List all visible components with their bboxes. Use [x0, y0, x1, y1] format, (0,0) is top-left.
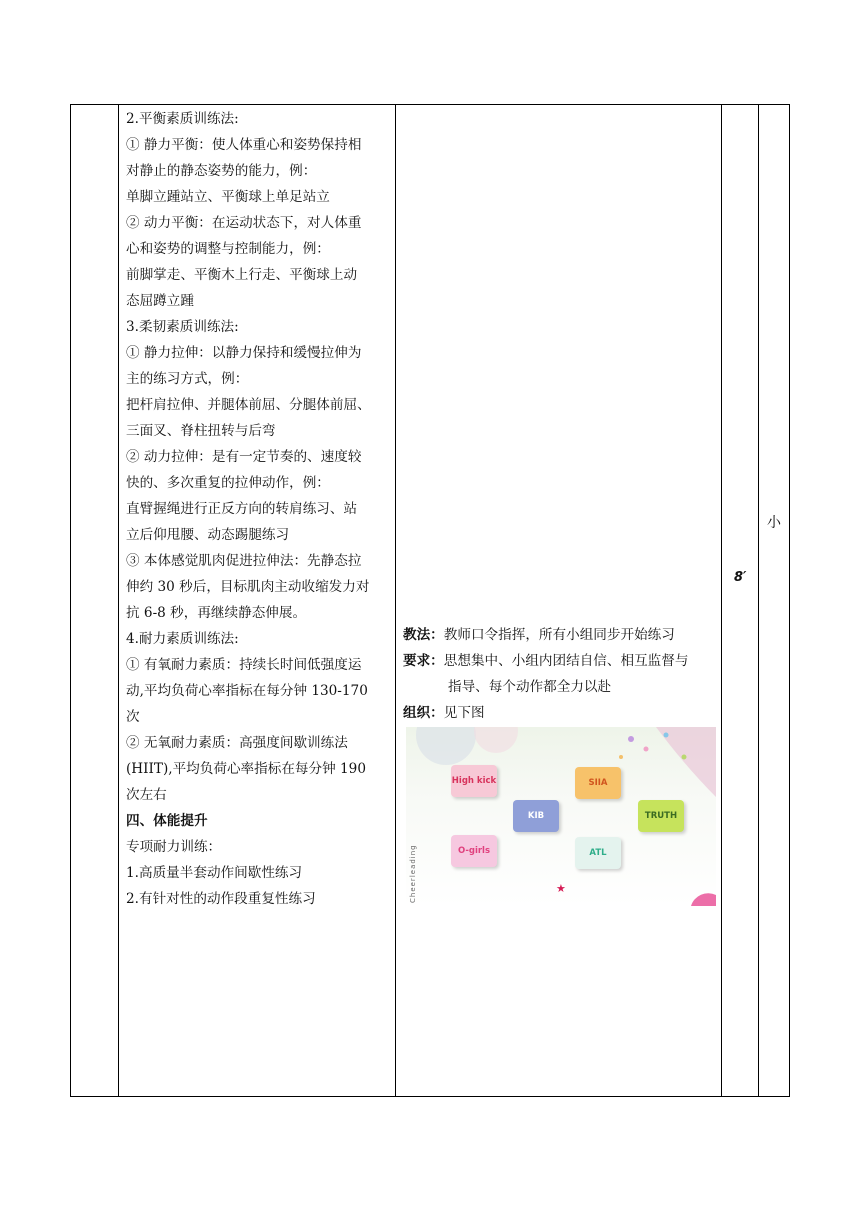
- text-line: 次左右: [126, 787, 167, 803]
- tile-label: ATL: [589, 848, 607, 858]
- column-divider: [758, 104, 759, 1097]
- tile-label: SIIA: [588, 778, 608, 788]
- text-line: 3.柔韧素质训练法:: [126, 319, 239, 335]
- group-tile-truth: [638, 800, 684, 832]
- organization-row: [403, 700, 719, 726]
- section-lines: [126, 834, 392, 912]
- group-tile-atl: [575, 837, 621, 869]
- text-line: 伸约 30 秒后，目标肌肉主动收缩发力对: [126, 579, 370, 595]
- column-divider: [395, 104, 396, 1097]
- requirement-text: 思想集中、小组内团结自信、相互监督与: [443, 653, 689, 669]
- tile-label: O-girls: [457, 846, 491, 856]
- group-tile-siia: [575, 767, 621, 799]
- text-line: 专项耐力训练：: [126, 839, 222, 855]
- formation-diagram: [406, 727, 716, 906]
- content-column: [126, 106, 392, 912]
- text-line: 立后仰甩腰、动态踢腿练习: [126, 527, 290, 543]
- text-line: ② 动力拉伸：是有一定节奏的、速度较: [126, 449, 362, 465]
- text-line: 动,平均负荷心率指标在每分钟 130-170: [126, 683, 368, 699]
- text-line: 三面叉、脊柱扭转与后弯: [126, 423, 276, 439]
- organization-label: 组织：: [403, 705, 444, 721]
- column-divider: [721, 104, 722, 1097]
- text-line: 2.平衡素质训练法:: [126, 111, 239, 127]
- method-text: 教师口令指挥，所有小组同步开始练习: [443, 627, 675, 643]
- text-line: 态屈蹲立踵: [126, 293, 194, 309]
- text-line: 单脚立踵站立、平衡球上单足站立: [126, 189, 330, 205]
- text-line: 主的练习方式，例：: [126, 371, 249, 387]
- text-line: (HIIT),平均负荷心率指标在每分钟 190: [126, 761, 366, 777]
- text-line: 4.耐力素质训练法:: [126, 631, 239, 647]
- requirement-text-cont: 指导、每个动作都全力以赴: [448, 679, 612, 695]
- text-line: ② 动力平衡：在运动状态下，对人体重: [126, 215, 362, 231]
- star-icon: ★: [556, 882, 566, 895]
- organization-column: [403, 622, 719, 726]
- method-row: [403, 622, 719, 648]
- text-line: ③ 本体感觉肌肉促进拉伸法：先静态拉: [126, 553, 362, 569]
- text-line: 次: [126, 709, 140, 725]
- group-tile-kib: [513, 800, 559, 832]
- time-value: 8′: [734, 570, 747, 585]
- text-line: 直臂握绳进行正反方向的转肩练习、站: [126, 501, 358, 517]
- text-line: 快的、多次重复的拉伸动作，例：: [126, 475, 330, 491]
- text-line: 心和姿势的调整与控制能力，例：: [126, 241, 330, 257]
- requirement-label: 要求：: [403, 653, 444, 669]
- text-line: ① 静力平衡：使人体重心和姿势保持相: [126, 137, 362, 153]
- text-line: ② 无氧耐力素质：高强度间歇训练法: [126, 735, 348, 751]
- organization-text: 见下图: [443, 705, 485, 721]
- text-line: 2.有针对性的动作段重复性练习: [126, 891, 316, 907]
- tile-label: High kick: [451, 776, 497, 786]
- text-line: ① 静力拉伸：以静力保持和缓慢拉伸为: [126, 345, 362, 361]
- text-line: 1.高质量半套动作间歇性练习: [126, 865, 303, 881]
- method-label: 教法：: [403, 627, 444, 643]
- tile-label: KIB: [527, 811, 545, 821]
- content-lines: [126, 106, 392, 808]
- text-line: ① 有氧耐力素质：持续长时间低强度运: [126, 657, 362, 673]
- column-divider: [118, 104, 119, 1097]
- group-tile-o-girls: [451, 835, 497, 867]
- text-line: 对静止的静态姿势的能力，例：: [126, 163, 317, 179]
- tile-label: TRUTH: [644, 811, 678, 821]
- text-line: 前脚掌走、平衡木上行走、平衡球上动: [126, 267, 358, 283]
- requirement-row: [403, 648, 719, 674]
- text-line: 把杆肩拉伸、并腿体前屈、分腿体前屈、: [126, 397, 371, 413]
- group-tile-high-kick: [451, 765, 497, 797]
- side-caption: Cheerleading: [409, 844, 417, 903]
- intensity-value: 小: [767, 515, 781, 531]
- section-heading: 四、体能提升: [126, 813, 208, 829]
- text-line: 抗 6-8 秒，再继续静态伸展。: [126, 605, 307, 621]
